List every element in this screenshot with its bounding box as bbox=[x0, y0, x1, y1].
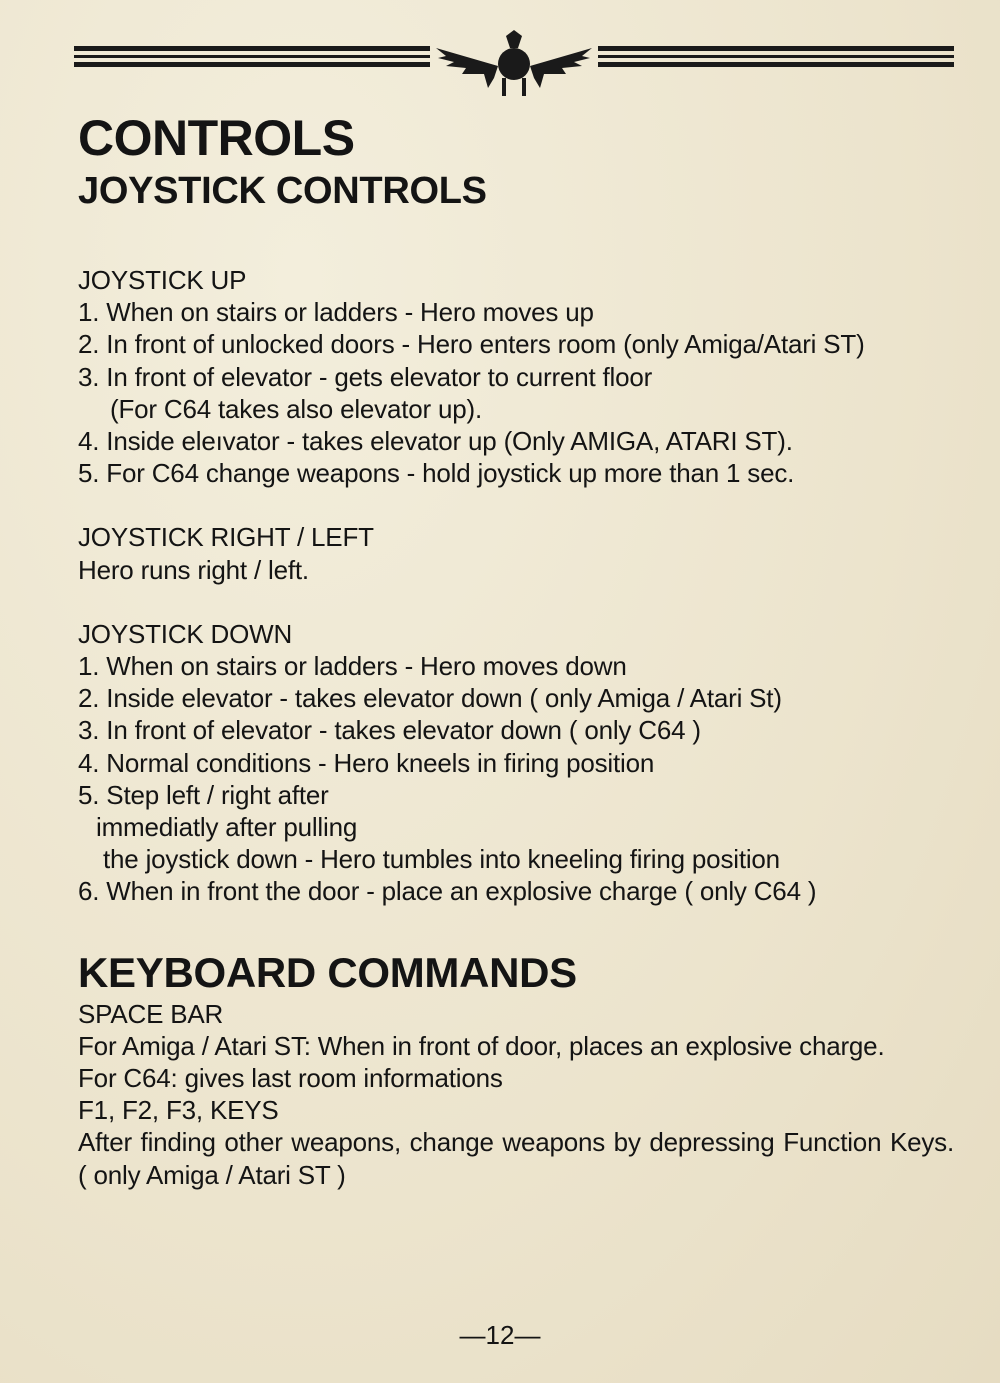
list-item: 4. Normal conditions - Hero kneels in firing position bbox=[78, 747, 655, 778]
page-content bbox=[78, 108, 958, 1191]
space-bar-heading: SPACE BAR bbox=[78, 998, 224, 1029]
list-item: 4. Inside eleıvator - takes elevator up (Only AMIGA, ATARI ST). bbox=[78, 426, 793, 457]
list-item: 6. When in front the door - place an explosive charge ( only C64 ) bbox=[78, 876, 817, 907]
keyboard-commands-title: KEYBOARD COMMANDS bbox=[78, 948, 577, 996]
joystick-down-section bbox=[78, 618, 958, 908]
list-item: 5. Step left / right after bbox=[78, 779, 329, 810]
joystick-right-left-section bbox=[78, 521, 958, 585]
list-item: 2. Inside elevator - takes elevator down ( only Amiga / Atari St) bbox=[78, 683, 782, 714]
function-keys-text: After finding other weapons, change weapons by depressing Function Keys. ( only Amiga / Atari ST ) bbox=[78, 1127, 954, 1190]
joystick-right-left-text: Hero runs right / left. bbox=[78, 554, 309, 585]
list-item: 2. In front of unlocked doors - Hero enters room (only Amiga/Atari ST) bbox=[78, 329, 865, 360]
page-subtitle: JOYSTICK CONTROLS bbox=[78, 170, 487, 212]
list-item: 3. In front of elevator - gets elevator to current floor bbox=[78, 361, 653, 392]
winged-emblem-icon bbox=[74, 28, 954, 100]
page-title: CONTROLS bbox=[78, 110, 355, 166]
space-bar-amiga-text: For Amiga / Atari ST: When in front of door, places an explosive charge. bbox=[78, 1030, 885, 1061]
list-item: 1. When on stairs or ladders - Hero moves down bbox=[78, 651, 627, 682]
list-item: 5. For C64 change weapons - hold joystick up more than 1 sec. bbox=[78, 458, 795, 489]
list-item: 3. In front of elevator - takes elevator down ( only C64 ) bbox=[78, 715, 701, 746]
list-item-continuation: immediatly after pulling bbox=[96, 812, 358, 843]
function-keys-heading: F1, F2, F3, KEYS bbox=[78, 1095, 279, 1126]
page-number: —12— bbox=[459, 1320, 541, 1350]
joystick-up-section bbox=[78, 264, 958, 489]
list-item-continuation: the joystick down - Hero tumbles into kneeling firing position bbox=[103, 844, 780, 875]
list-item: 1. When on stairs or ladders - Hero moves up bbox=[78, 297, 594, 328]
joystick-up-heading: JOYSTICK UP bbox=[78, 265, 247, 295]
keyboard-section bbox=[78, 998, 958, 1191]
space-bar-c64-text: For C64: gives last room informations bbox=[78, 1063, 503, 1094]
list-item-continuation: (For C64 takes also elevator up). bbox=[110, 393, 483, 424]
joystick-right-left-heading: JOYSTICK RIGHT / LEFT bbox=[78, 522, 374, 553]
joystick-down-heading: JOYSTICK DOWN bbox=[78, 618, 293, 649]
